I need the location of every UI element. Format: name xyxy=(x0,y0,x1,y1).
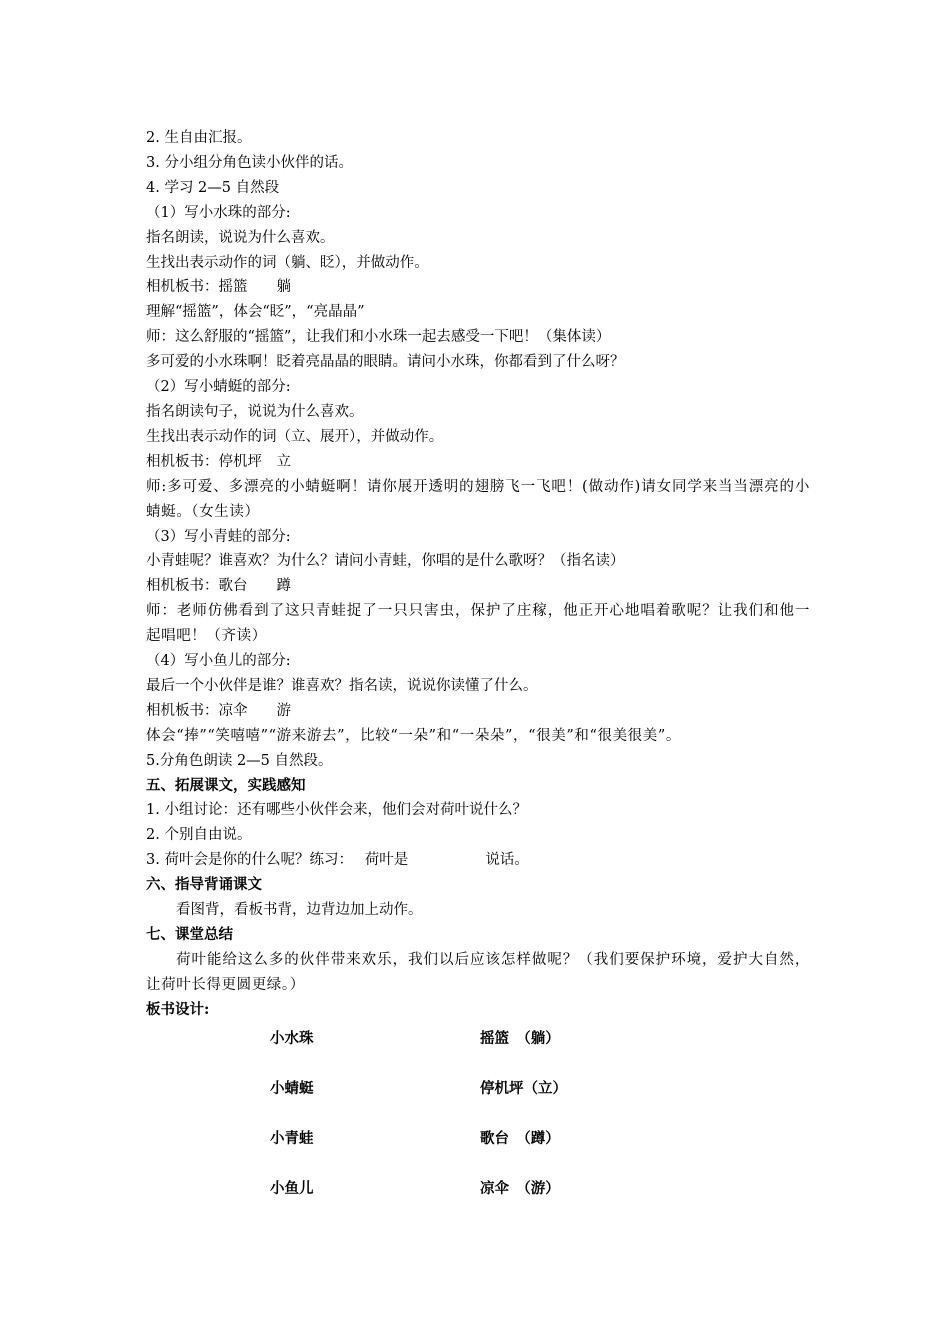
document-page xyxy=(146,126,810,1203)
board-row xyxy=(146,1177,810,1203)
board-row-character: 小水珠 xyxy=(270,1029,314,1047)
board-row-place: 凉伞 （游） xyxy=(480,1179,560,1197)
board-row-character: 小鱼儿 xyxy=(270,1179,314,1197)
paragraph: 多可爱的小水珠啊！眨着亮晶晶的眼睛。请问小水珠，你都看到了什么呀？ xyxy=(146,354,625,371)
paragraph: 师:多可爱、多漂亮的小蜻蜓啊！请你展开透明的翅膀飞一飞吧！(做动作)请女同学来当当漂亮的小蜻蜓。（女生读） xyxy=(146,478,810,520)
paragraph: 指名朗读，说说为什么喜欢。 xyxy=(146,229,335,246)
paragraph: 荷叶能给这么多的伙伴带来欢乐，我们以后应该怎样做呢？（我们要保护环境，爱护大自然，让荷叶长得更圆更绿。） xyxy=(146,951,810,993)
paragraph: 师：这么舒服的“摇篮”，让我们和小水珠一起去感受一下吧！（集体读） xyxy=(146,329,611,346)
paragraph: 相机板书：歌台 蹲 xyxy=(146,578,291,595)
list-item: 2. 生自由汇报。 xyxy=(146,130,252,146)
section-heading: 七、课堂总结 xyxy=(146,926,233,943)
list-item: 3. 分小组分角色读小伙伴的话。 xyxy=(146,154,353,171)
paragraph: 生找出表示动作的词（立、展开），并做动作。 xyxy=(146,428,444,445)
subsection-title: （3）写小青蛙的部分: xyxy=(146,528,291,545)
list-item: 4. 学习 2—5 自然段 xyxy=(146,179,280,196)
subsection-title: （4）写小鱼儿的部分: xyxy=(146,653,291,670)
paragraph: 相机板书：凉伞 游 xyxy=(146,702,291,719)
paragraph: 师：老师仿佛看到了这只青蛙捉了一只只害虫，保护了庄稼，他正开心地唱着歌呢？让我们和他一起唱吧！（齐读） xyxy=(146,603,810,645)
board-design-heading: 板书设计: xyxy=(146,1000,210,1018)
list-item: 2. 个别自由说。 xyxy=(146,827,252,844)
board-row xyxy=(146,1077,810,1103)
paragraph: 生找出表示动作的词（躺、眨），并做动作。 xyxy=(146,254,429,271)
board-row xyxy=(146,1027,810,1053)
list-item: 3. 荷叶会是你的什么呢？练习： 荷叶是 说话。 xyxy=(146,852,529,869)
section-heading: 六、指导背诵课文 xyxy=(146,876,262,894)
board-row-place: 摇篮 （躺） xyxy=(480,1029,560,1047)
paragraph: 看图背，看板书背，边背边加上动作。 xyxy=(176,902,423,919)
paragraph: 相机板书：摇篮 躺 xyxy=(146,279,291,296)
subsection-title: （1）写小水珠的部分: xyxy=(146,204,291,221)
subsection-title: （2）写小蜻蜓的部分: xyxy=(146,379,291,396)
paragraph: 最后一个小伙伴是谁？谁喜欢？指名读，说说你读懂了什么。 xyxy=(146,677,538,694)
list-item: 1. 小组讨论：还有哪些小伙伴会来，他们会对荷叶说什么？ xyxy=(146,802,527,819)
paragraph: 相机板书：停机坪 立 xyxy=(146,453,291,470)
board-row-character: 小蜻蜓 xyxy=(270,1079,314,1097)
paragraph: 5.分角色朗读 2—5 自然段。 xyxy=(146,752,333,769)
paragraph: 体会“捧”“笑嘻嘻”“游来游去”，比较“一朵”和“一朵朵”，“很美”和“很美很美”。 xyxy=(146,727,681,744)
section-heading: 五、拓展课文，实践感知 xyxy=(146,776,306,794)
board-design xyxy=(146,1023,810,1203)
paragraph: 理解“摇篮”，体会“眨”，“亮晶晶” xyxy=(146,304,365,321)
board-row xyxy=(146,1127,810,1153)
paragraph: 指名朗读句子，说说为什么喜欢。 xyxy=(146,403,364,420)
board-row-place: 停机坪（立） xyxy=(480,1079,567,1097)
board-row-character: 小青蛙 xyxy=(270,1129,314,1147)
paragraph: 小青蛙呢？谁喜欢？为什么？请问小青蛙，你唱的是什么歌呀？（指名读） xyxy=(146,553,625,570)
board-row-place: 歌台 （蹲） xyxy=(480,1129,560,1147)
